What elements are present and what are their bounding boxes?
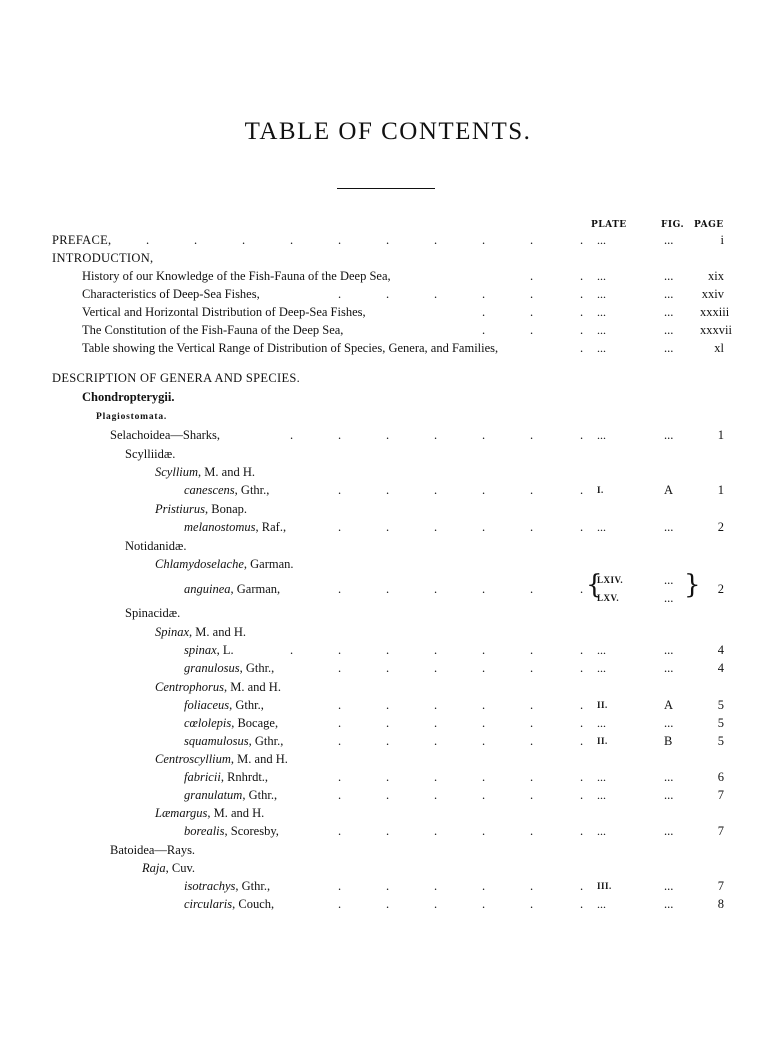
toc-entry-label: borealis, Scoresby, — [184, 824, 279, 838]
toc-entry — [0, 267, 776, 285]
plate-number: ... — [597, 716, 606, 730]
plate-number: II. — [597, 736, 608, 746]
figure-label: ... — [664, 341, 674, 355]
toc-entry — [0, 388, 776, 406]
toc-entry-label: Vertical and Horizontal Distribution of Deep-Sea Fishes, — [82, 305, 366, 319]
leader-dots: . . . . . . — [338, 824, 584, 838]
leader-dots: . . . . . . — [338, 734, 584, 748]
figure-label: ... — [664, 428, 674, 442]
toc-entry-label: Spinacidæ. — [125, 606, 181, 620]
toc-entry — [0, 445, 776, 463]
taxon-name: Spinax — [155, 625, 190, 639]
taxon-name: Centroscyllium — [155, 752, 231, 766]
taxon-name: granulatum — [184, 788, 243, 802]
plate-number: II. — [597, 700, 608, 710]
toc-entry — [0, 604, 776, 622]
figure-label: ... — [664, 520, 674, 534]
page-number: 6 — [717, 770, 724, 784]
toc-entry-label: Characteristics of Deep-Sea Fishes, — [82, 287, 260, 301]
toc-entry — [0, 570, 776, 605]
plate-number: ... — [597, 341, 606, 355]
right-brace: } — [684, 570, 701, 600]
page-number: 4 — [717, 643, 724, 657]
leader-dots: . . . — [482, 323, 584, 337]
toc-entry — [0, 500, 776, 518]
toc-entry — [0, 481, 776, 499]
toc-entry-label: History of our Knowledge of the Fish-Fauna of the Deep Sea, — [82, 269, 391, 283]
plate-number: ... — [597, 233, 606, 247]
toc-entry-label: INTRODUCTION, — [52, 251, 154, 265]
taxon-name: circularis — [184, 897, 233, 911]
toc-entry-label: melanostomus, Raf., — [184, 520, 287, 534]
figure-label: ... — [664, 661, 674, 675]
taxon-name: Chlamydoselache — [155, 557, 244, 571]
toc-entry-label: Pristiurus, Bonap. — [155, 502, 248, 516]
plate-number: ... — [597, 897, 606, 911]
left-brace: { — [586, 570, 603, 600]
plate-number: ... — [597, 287, 606, 301]
column-head-plate: PLATE — [591, 220, 627, 230]
toc-entry-label: isotrachys, Gthr., — [184, 879, 271, 893]
toc-entry — [0, 750, 776, 768]
taxon-name: Centrophorus — [155, 680, 224, 694]
plate-number: ... — [597, 520, 606, 534]
page-number: 5 — [717, 698, 724, 712]
figure-label: ... — [664, 716, 674, 730]
taxon-name: melanostomus — [184, 520, 256, 534]
page-number: 5 — [717, 734, 724, 748]
toc-entry-label: Spinax, M. and H. — [155, 625, 246, 639]
toc-entry-label: Raja, Cuv. — [142, 861, 196, 875]
figure-label: ... — [664, 824, 674, 838]
page-number: 2 — [717, 582, 724, 596]
toc-entry-label: anguinea, Garman, — [184, 582, 281, 596]
taxon-name: borealis — [184, 824, 225, 838]
toc-entry-label: squamulosus, Gthr., — [184, 734, 284, 748]
toc-entry-label: DESCRIPTION OF GENERA AND SPECIES. — [52, 371, 301, 385]
toc-entry-label: Batoidea—Rays. — [110, 843, 196, 857]
page-number: 2 — [717, 520, 724, 534]
leader-dots: . . . — [482, 305, 584, 319]
taxon-name: cœlolepis — [184, 716, 232, 730]
leader-dots: . . . . . . — [338, 897, 584, 911]
taxon-name: isotrachys — [184, 879, 236, 893]
toc-entry — [0, 822, 776, 840]
page-number: xxiv — [701, 287, 724, 301]
leader-dots: . . . . . . . . . . — [146, 233, 584, 247]
figure-label: ... — [664, 591, 674, 605]
toc-entry — [0, 678, 776, 696]
page-number: xl — [714, 341, 724, 355]
toc-entry — [0, 518, 776, 536]
toc-entry-label: granulosus, Gthr., — [184, 661, 275, 675]
plate-number: LXV. — [597, 593, 620, 603]
figure-label: ... — [664, 573, 674, 587]
toc-entry — [0, 285, 776, 303]
page-title: TABLE OF CONTENTS. — [244, 118, 532, 145]
leader-dots: . . . . . . — [338, 483, 584, 497]
column-head-fig: FIG. — [661, 220, 685, 230]
toc-entry-label: cœlolepis, Bocage, — [184, 716, 279, 730]
taxon-name: Læmargus — [155, 806, 208, 820]
page-number: 5 — [717, 716, 724, 730]
leader-dots: . . . . . . — [338, 879, 584, 893]
taxon-name: squamulosus — [184, 734, 249, 748]
toc-entry — [0, 768, 776, 786]
toc-entry-label: Scylliidæ. — [125, 447, 176, 461]
toc-entry — [0, 537, 776, 555]
leader-dots: . . . . . . . — [290, 643, 584, 657]
toc-entry-label: Centrophorus, M. and H. — [155, 680, 281, 694]
figure-label: ... — [664, 770, 674, 784]
leader-dots: . . . . . . — [338, 788, 584, 802]
page-number: 7 — [717, 879, 724, 893]
page-number: xxxvii — [700, 323, 732, 337]
figure-label: ... — [664, 643, 674, 657]
figure-label: A — [664, 483, 674, 497]
taxon-name: Scyllium — [155, 465, 199, 479]
plate-number: ... — [597, 269, 606, 283]
toc-entry — [0, 804, 776, 822]
plate-number: ... — [597, 770, 606, 784]
toc-entry-label: fabricii, Rnhrdt., — [184, 770, 269, 784]
figure-label: B — [664, 734, 673, 748]
plate-number: I. — [597, 485, 604, 495]
taxon-name: canescens — [184, 483, 235, 497]
figure-label: ... — [664, 879, 674, 893]
toc-entry — [0, 303, 776, 321]
toc-entry-label: granulatum, Gthr., — [184, 788, 278, 802]
taxon-name: fabricii — [184, 770, 221, 784]
figure-label: ... — [664, 305, 674, 319]
plate-number: ... — [597, 305, 606, 319]
toc-entry — [0, 859, 776, 877]
toc-entry-label: Scyllium, M. and H. — [155, 465, 255, 479]
toc-entry-label: PREFACE, — [52, 233, 112, 247]
leader-dots: . . — [530, 269, 584, 283]
leader-dots: . . . . . . . — [290, 428, 584, 442]
toc-entry-label: spinax, L. — [184, 643, 234, 657]
page-number: 7 — [717, 824, 724, 838]
figure-label: ... — [664, 788, 674, 802]
toc-entry-label: Table showing the Vertical Range of Distribution of Species, Genera, and Families, — [82, 341, 499, 355]
toc-entry — [0, 641, 776, 659]
toc-entry — [0, 555, 776, 573]
page-number: 1 — [717, 428, 724, 442]
figure-label: ... — [664, 323, 674, 337]
toc-entry — [0, 895, 776, 913]
toc-entry — [0, 408, 776, 426]
page-number: 7 — [717, 788, 724, 802]
leader-dots: . . . . . . — [338, 520, 584, 534]
leader-dots: . . . . . . — [338, 582, 584, 596]
toc-entry — [0, 732, 776, 750]
page-number: 1 — [717, 483, 724, 497]
taxon-name: foliaceus — [184, 698, 230, 712]
figure-label: ... — [664, 897, 674, 911]
toc-entry — [0, 877, 776, 895]
toc-entry — [0, 623, 776, 641]
toc-entry — [0, 339, 776, 357]
leader-dots: . — [580, 341, 584, 355]
taxon-name: Raja — [142, 861, 166, 875]
taxon-name: spinax — [184, 643, 217, 657]
toc-entry — [0, 714, 776, 732]
toc-entry-label: Læmargus, M. and H. — [155, 806, 265, 820]
plate-number: ... — [597, 323, 606, 337]
toc-entry — [0, 841, 776, 859]
plate-number: III. — [597, 881, 612, 891]
toc-entry-label: Centroscyllium, M. and H. — [155, 752, 288, 766]
plate-number: ... — [597, 661, 606, 675]
toc-entry — [0, 426, 776, 444]
plate-number: ... — [597, 788, 606, 802]
page-number: xxxiii — [700, 305, 730, 319]
page-number: 8 — [717, 897, 724, 911]
toc-entry — [0, 321, 776, 339]
toc-entry-label: Chlamydoselache, Garman. — [155, 557, 294, 571]
plate-number: LXIV. — [597, 575, 624, 585]
taxon-name: Pristiurus — [155, 502, 206, 516]
toc-entry-label: circularis, Couch, — [184, 897, 275, 911]
plate-number: ... — [597, 643, 606, 657]
page-number: 4 — [717, 661, 724, 675]
toc-entry-label: Notidanidæ. — [125, 539, 187, 553]
toc-entry-label: canescens, Gthr., — [184, 483, 270, 497]
taxon-name: granulosus — [184, 661, 240, 675]
leader-dots: . . . . . . — [338, 287, 584, 301]
leader-dots: . . . . . . — [338, 661, 584, 675]
figure-label: ... — [664, 233, 674, 247]
toc-entry — [0, 786, 776, 804]
leader-dots: . . . . . . — [338, 716, 584, 730]
toc-entry — [0, 463, 776, 481]
leader-dots: . . . . . . — [338, 698, 584, 712]
page-number: i — [720, 233, 724, 247]
toc-entry-label: foliaceus, Gthr., — [184, 698, 264, 712]
page-number: xix — [708, 269, 724, 283]
leader-dots: . . . . . . — [338, 770, 584, 784]
plate-number: ... — [597, 428, 606, 442]
toc-entry — [0, 696, 776, 714]
figure-label: A — [664, 698, 674, 712]
figure-label: ... — [664, 287, 674, 301]
toc-entry-label: Chondropterygii. — [82, 390, 175, 404]
toc-entry-label: Plagiostomata. — [96, 412, 168, 422]
toc-entry — [0, 249, 776, 267]
figure-label: ... — [664, 269, 674, 283]
toc-entry-label: Selachoidea—Sharks, — [110, 428, 221, 442]
toc-entry — [0, 369, 776, 387]
toc-entry — [0, 231, 776, 249]
column-head-page: PAGE — [694, 220, 724, 230]
taxon-name: anguinea — [184, 582, 231, 596]
plate-number: ... — [597, 824, 606, 838]
toc-entry-label: The Constitution of the Fish-Fauna of the Deep Sea, — [82, 323, 344, 337]
toc-entry — [0, 659, 776, 677]
title-rule — [337, 188, 435, 189]
